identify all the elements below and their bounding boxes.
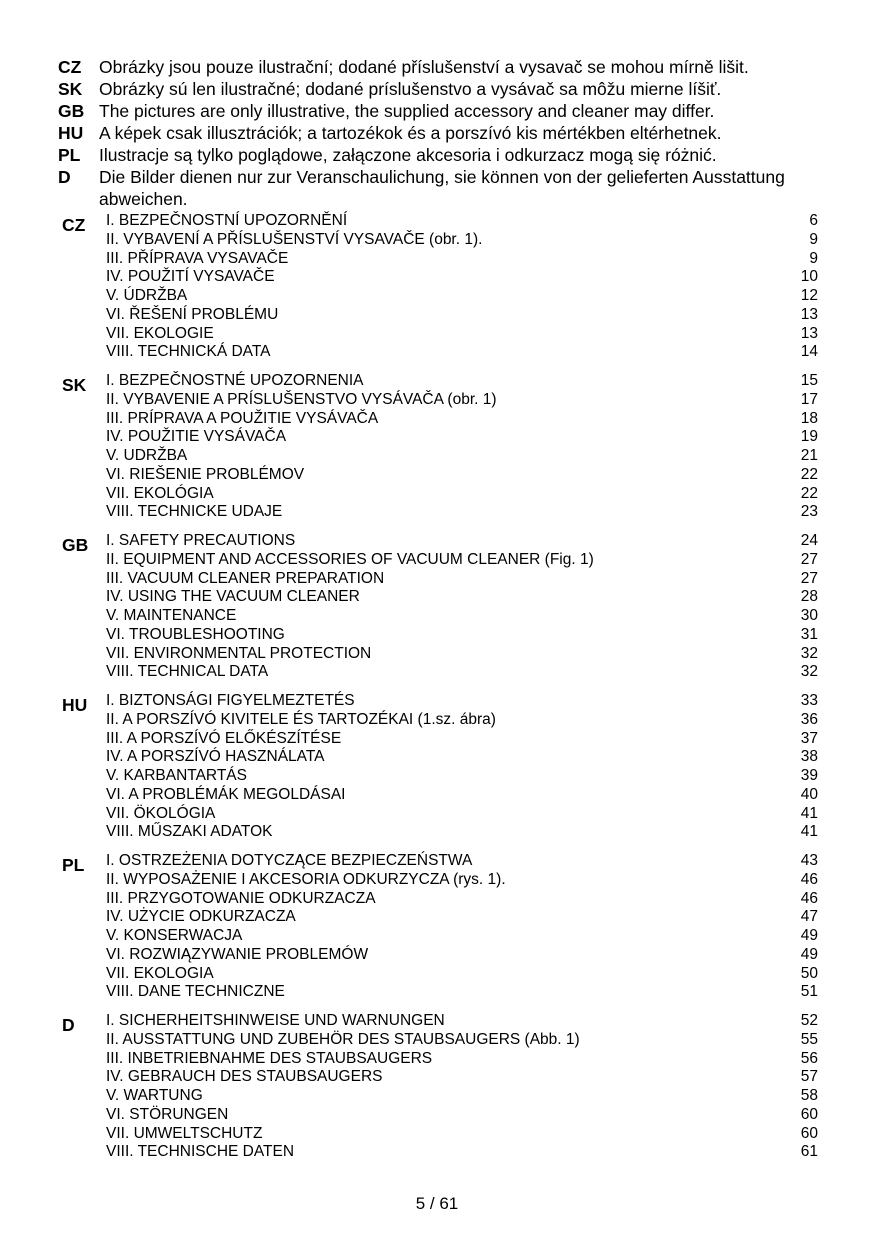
language-code: CZ (58, 57, 82, 77)
toc-entry-page: 56 (800, 1049, 818, 1067)
toc-entry-title: V. UDRŽBA (106, 447, 188, 464)
language-code: HU (58, 123, 84, 143)
toc-entry-page: 51 (800, 983, 818, 1001)
toc-entry-page: 27 (800, 550, 818, 568)
toc-items (106, 692, 818, 842)
toc-entry-page: 32 (800, 644, 818, 662)
toc-entry-title: III. INBETRIEBNAHME DES STAUBSAUGERS (106, 1049, 433, 1067)
toc-entry[interactable] (106, 485, 818, 504)
toc-entry[interactable] (106, 692, 818, 711)
toc-entry[interactable] (106, 946, 818, 965)
toc-entry-title: III. VACUUM CLEANER PREPARATION (106, 569, 385, 587)
toc-entry[interactable] (106, 908, 818, 927)
toc-entry[interactable] (106, 927, 818, 946)
toc-entry-title: II. EQUIPMENT AND ACCESSORIES OF VACUUM CLEANER (Fig. 1) (106, 550, 594, 568)
toc-entry[interactable] (106, 391, 818, 410)
toc-entry[interactable] (106, 748, 818, 767)
toc-entry-page: 41 (800, 804, 818, 822)
toc-language-code: HU (62, 695, 88, 715)
toc-entry[interactable] (106, 588, 818, 607)
toc-entry-title: IV. GEBRAUCH DES STAUBSAUGERS (106, 1068, 383, 1086)
toc-entry[interactable] (106, 645, 818, 664)
toc-entry-title: V. WARTUNG (106, 1087, 203, 1104)
toc-entry-title: IV. A PORSZÍVÓ HASZNÁLATA (106, 748, 325, 766)
toc-entry-page: 49 (800, 945, 818, 963)
toc-entry[interactable] (106, 767, 818, 786)
toc-entry-page: 40 (800, 785, 818, 803)
toc-entry[interactable] (106, 1087, 818, 1106)
toc-entry-title: V. MAINTENANCE (106, 607, 237, 624)
toc-entry-title: VI. RIEŠENIE PROBLÉMOV (106, 465, 305, 483)
disclaimer-text: Obrázky jsou pouze ilustrační; dodané příslušenství a vysavač se mohou mírně lišit. (99, 57, 749, 77)
toc-entry-title: IV. POUŽITIE VYSÁVAČA (106, 428, 287, 446)
toc-entry[interactable] (106, 786, 818, 805)
toc-entry[interactable] (106, 1143, 818, 1162)
toc-entry-page: 14 (800, 343, 818, 361)
toc-entry[interactable] (106, 711, 818, 730)
toc-entry-title: VII. EKOLOGIA (106, 964, 214, 982)
toc-entry[interactable] (106, 730, 818, 749)
disclaimer-row (58, 56, 848, 78)
toc-entry-page: 22 (800, 465, 818, 483)
toc-entry-title: VIII. TECHNISCHE DATEN (106, 1143, 295, 1161)
toc-section-pl (62, 852, 818, 1002)
toc-entry-page: 50 (800, 964, 818, 982)
disclaimer-row (58, 166, 848, 210)
toc-entry-page: 46 (800, 870, 818, 888)
toc-language-code: SK (62, 375, 87, 395)
toc-entry-title: V. ÚDRŽBA (106, 287, 188, 304)
toc-section-gb (62, 532, 818, 682)
toc-entry-page: 28 (800, 588, 818, 606)
toc-entry[interactable] (106, 852, 818, 871)
toc-entry-title: VI. STÖRUNGEN (106, 1105, 229, 1123)
toc-section-hu (62, 692, 818, 842)
toc-entry-title: III. PRZYGOTOWANIE ODKURZACZA (106, 889, 376, 907)
toc-entry-title: VIII. MŰSZAKI ADATOK (106, 823, 273, 841)
language-code: D (58, 167, 71, 187)
toc-entry-title: VI. ŘEŠENÍ PROBLÉMU (106, 305, 279, 323)
toc-entry[interactable] (106, 287, 818, 306)
toc-entry[interactable] (106, 823, 818, 842)
disclaimer-list (58, 56, 848, 210)
toc-entry-title: VII. EKOLÓGIA (106, 484, 214, 502)
toc-entry-title: I. BEZPEČNOSTNÉ UPOZORNENIA (106, 372, 364, 389)
toc-entry-page: 38 (800, 748, 818, 766)
toc-entry-page: 47 (800, 908, 818, 926)
toc-entry[interactable] (106, 306, 818, 325)
toc-entry[interactable] (106, 626, 818, 645)
language-code: PL (58, 145, 81, 165)
toc-entry-page: 37 (800, 729, 818, 747)
toc-entry-title: VIII. TECHNICAL DATA (106, 663, 269, 681)
toc-entry[interactable] (106, 890, 818, 909)
toc-language-code: CZ (62, 215, 86, 235)
disclaimer-row (58, 122, 848, 144)
toc-entry-page: 13 (800, 324, 818, 342)
toc-entry-title: I. SICHERHEITSHINWEISE UND WARNUNGEN (106, 1012, 445, 1029)
toc-entry-title: I. SAFETY PRECAUTIONS (106, 532, 296, 549)
toc-entry[interactable] (106, 1106, 818, 1125)
toc-entry-page: 52 (800, 1012, 818, 1029)
toc-entry-title: I. BIZTONSÁGI FIGYELMEZTETÉS (106, 692, 355, 709)
toc-entry-page: 32 (800, 663, 818, 681)
toc-items (106, 532, 818, 682)
toc-entry-title: III. PŘÍPRAVA VYSAVAČE (106, 249, 289, 267)
disclaimer-row (58, 144, 848, 166)
toc-entry[interactable] (106, 663, 818, 682)
toc-section-d (62, 1012, 818, 1162)
disclaimer-text: Die Bilder dienen nur zur Veranschaulichung, sie können von der gelieferten Ausstattung abweichen. (99, 167, 785, 209)
toc-entry-page: 36 (800, 710, 818, 728)
toc-entry-page: 6 (809, 212, 818, 229)
toc-entry-title: III. PRÍPRAVA A POUŽITIE VYSÁVAČA (106, 409, 379, 427)
toc-entry[interactable] (106, 428, 818, 447)
toc-entry-page: 10 (800, 268, 818, 286)
toc-entry-page: 30 (800, 607, 818, 624)
disclaimer-text: Ilustracje są tylko poglądowe, załączone akcesoria i odkurzacz mogą się różnić. (99, 145, 717, 165)
toc-items (106, 372, 818, 522)
toc-entry[interactable] (106, 503, 818, 522)
toc-language-code: PL (62, 855, 85, 875)
toc-entry-page: 27 (800, 569, 818, 587)
toc-entry[interactable] (106, 965, 818, 984)
toc-entry[interactable] (106, 871, 818, 890)
toc-section-cz (62, 212, 818, 362)
toc-entry-page: 12 (800, 287, 818, 304)
toc-entry-page: 22 (800, 484, 818, 502)
toc-entry[interactable] (106, 1125, 818, 1144)
page-number: 5 / 61 (415, 1194, 459, 1213)
toc-items (106, 1012, 818, 1162)
toc-entry-page: 24 (800, 532, 818, 549)
toc-language-code: GB (62, 535, 89, 555)
toc-entry[interactable] (106, 532, 818, 551)
toc-entry-page: 13 (800, 305, 818, 323)
toc-entry-page: 57 (800, 1068, 818, 1086)
toc-entry-page: 18 (800, 409, 818, 427)
toc-entry-page: 39 (800, 767, 818, 784)
toc-entry-title: II. AUSSTATTUNG UND ZUBEHÖR DES STAUBSAUGERS (Abb. 1) (106, 1030, 580, 1048)
toc-entry-title: II. A PORSZÍVÓ KIVITELE ÉS TARTOZÉKAI (1.sz. ábra) (106, 710, 496, 728)
toc-entry-page: 46 (800, 889, 818, 907)
toc-entry[interactable] (106, 231, 818, 250)
toc-entry[interactable] (106, 1012, 818, 1031)
toc-entry-title: I. BEZPEČNOSTNÍ UPOZORNĚNÍ (106, 212, 348, 229)
toc-entry[interactable] (106, 410, 818, 429)
disclaimer-text: Obrázky sú len ilustračné; dodané príslušenstvo a vysávač sa môžu mierne líšiť. (99, 79, 722, 99)
toc-entry-page: 31 (800, 625, 818, 643)
toc-entry-title: IV. POUŽITÍ VYSAVAČE (106, 268, 275, 286)
toc-entry-title: VIII. TECHNICKE UDAJE (106, 503, 283, 521)
toc-section-sk (62, 372, 818, 522)
toc-language-code: D (62, 1015, 75, 1035)
toc-entry-page: 41 (800, 823, 818, 841)
toc-entry-page: 49 (800, 927, 818, 944)
toc-items (106, 852, 818, 1002)
toc-entry[interactable] (106, 1068, 818, 1087)
toc-entry-title: VII. EKOLOGIE (106, 324, 214, 342)
toc-entry-title: II. WYPOSAŻENIE I AKCESORIA ODKURZYCZA (rys. 1). (106, 870, 506, 888)
toc-entry-title: IV. UŻYCIE ODKURZACZA (106, 908, 296, 926)
toc-entry[interactable] (106, 447, 818, 466)
toc-entry-title: VI. TROUBLESHOOTING (106, 625, 285, 643)
disclaimer-text: A képek csak illusztrációk; a tartozékok és a porszívó kis mértékben eltérhetnek. (99, 123, 722, 143)
toc-entry-page: 15 (800, 372, 818, 389)
toc-entry[interactable] (106, 983, 818, 1002)
toc-entry[interactable] (106, 607, 818, 626)
toc-entry-page: 9 (809, 249, 818, 267)
toc-entry[interactable] (106, 268, 818, 287)
toc-entry-page: 33 (800, 692, 818, 709)
toc-entry-page: 43 (800, 852, 818, 869)
language-code: SK (58, 79, 83, 99)
toc-entry[interactable] (106, 805, 818, 824)
toc-entry-title: VII. ENVIRONMENTAL PROTECTION (106, 644, 372, 662)
toc-entry[interactable] (106, 1050, 818, 1069)
disclaimer-row (58, 100, 848, 122)
toc-entry[interactable] (106, 372, 818, 391)
toc-entry-title: VIII. DANE TECHNICZNE (106, 983, 285, 1001)
toc-items (106, 212, 818, 362)
toc-entry[interactable] (106, 250, 818, 269)
toc-entry-title: II. VYBAVENÍ A PŘÍSLUŠENSTVÍ VYSAVAČE (obr. 1). (106, 230, 483, 248)
toc-entry-page: 23 (800, 503, 818, 521)
disclaimer-text: The pictures are only illustrative, the supplied accessory and cleaner may differ. (99, 101, 715, 121)
toc-entry[interactable] (106, 570, 818, 589)
toc-entry-page: 9 (809, 230, 818, 248)
toc-entry[interactable] (106, 1031, 818, 1050)
toc-entry[interactable] (106, 325, 818, 344)
toc-entry-title: VI. ROZWIĄZYWANIE PROBLEMÓW (106, 945, 369, 963)
toc-entry-page: 19 (800, 428, 818, 446)
table-of-contents (62, 212, 818, 1172)
toc-entry-title: I. OSTRZEŻENIA DOTYCZĄCE BEZPIECZEŃSTWA (106, 852, 473, 869)
toc-entry-title: III. A PORSZÍVÓ ELŐKÉSZÍTÉSE (106, 729, 342, 747)
language-code: GB (58, 101, 85, 121)
toc-entry-page: 17 (800, 390, 818, 408)
disclaimer-row (58, 78, 848, 100)
toc-entry-page: 60 (800, 1105, 818, 1123)
toc-entry-title: V. KARBANTARTÁS (106, 767, 247, 784)
toc-entry-title: VI. A PROBLÉMÁK MEGOLDÁSAI (106, 785, 346, 803)
toc-entry[interactable] (106, 551, 818, 570)
toc-entry-page: 55 (800, 1030, 818, 1048)
toc-entry-title: II. VYBAVENIE A PRÍSLUŠENSTVO VYSÁVAČA (obr. 1) (106, 390, 497, 408)
toc-entry-page: 60 (800, 1124, 818, 1142)
toc-entry-page: 58 (800, 1087, 818, 1104)
toc-entry[interactable] (106, 466, 818, 485)
toc-entry-title: VII. ÖKOLÓGIA (106, 804, 216, 822)
toc-entry-page: 61 (800, 1143, 818, 1161)
toc-entry[interactable] (106, 343, 818, 362)
toc-entry-title: V. KONSERWACJA (106, 927, 243, 944)
toc-entry-title: VII. UMWELTSCHUTZ (106, 1124, 263, 1142)
toc-entry-title: VIII. TECHNICKÁ DATA (106, 343, 271, 361)
toc-entry-page: 21 (800, 447, 818, 464)
toc-entry-title: IV. USING THE VACUUM CLEANER (106, 588, 360, 606)
toc-entry[interactable] (106, 212, 818, 231)
